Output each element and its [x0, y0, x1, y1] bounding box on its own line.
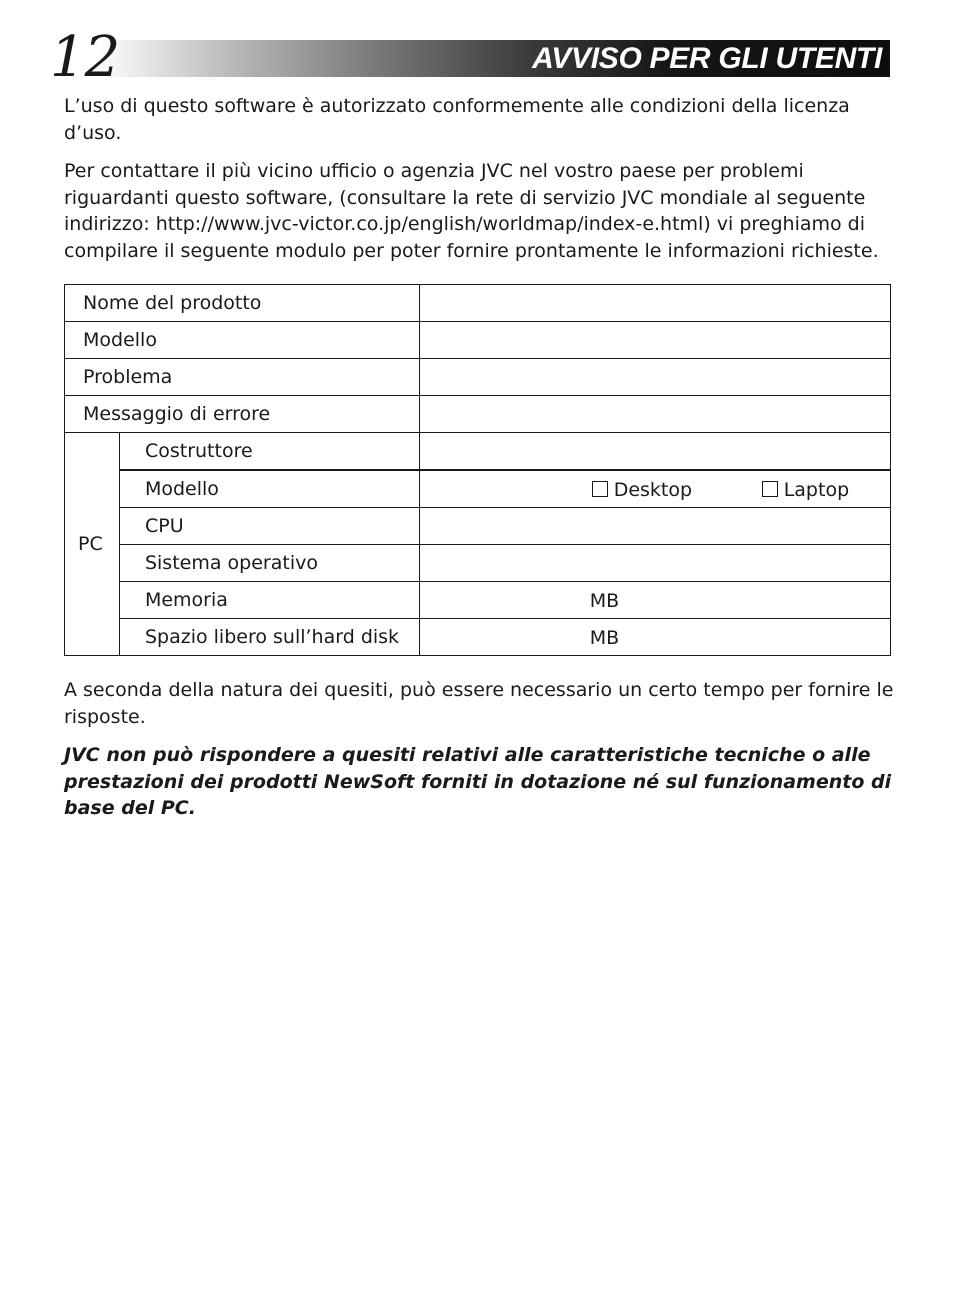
- form-label-error-message: Messaggio di errore: [65, 396, 420, 433]
- form-row: [65, 359, 891, 396]
- section-header-bar: [96, 40, 890, 77]
- memory-field[interactable]: [419, 582, 890, 619]
- disk-space-unit: MB: [589, 627, 620, 649]
- form-row: [65, 470, 891, 508]
- pc-model-field: [419, 470, 890, 508]
- form-label-cpu: CPU: [119, 508, 419, 545]
- response-time-note: A seconda della natura dei quesiti, può essere necessario un certo tempo per fornire le risposte.: [64, 679, 894, 728]
- cpu-field[interactable]: [419, 508, 890, 545]
- section-title: AVVISO PER GLI UTENTI: [532, 42, 882, 75]
- error-message-field[interactable]: [419, 396, 890, 433]
- model-field[interactable]: [419, 322, 890, 359]
- form-label-manufacturer: Costruttore: [119, 433, 419, 471]
- support-request-form: [64, 284, 891, 656]
- disclaimer-paragraph: JVC non può rispondere a quesiti relativi alle caratteristiche tecniche o alle prestazioni dei prodotti NewSoft forniti in dotazione né sul funzionamento di base del PC.: [64, 744, 892, 819]
- page-number: 12: [50, 25, 120, 90]
- memory-unit: MB: [589, 590, 620, 612]
- form-label-product-name: Nome del prodotto: [65, 285, 420, 322]
- form-row: [65, 508, 891, 545]
- desktop-option-label: Desktop: [613, 479, 693, 501]
- product-name-field[interactable]: [419, 285, 890, 322]
- form-row: [65, 396, 891, 433]
- free-disk-space-field[interactable]: [419, 619, 890, 656]
- form-label-operating-system: Sistema operativo: [119, 545, 419, 582]
- laptop-option[interactable]: [762, 479, 849, 501]
- form-row: [65, 545, 891, 582]
- form-row: [65, 285, 891, 322]
- license-paragraph: L’uso di questo software è autorizzato conformemente alle condizioni della licenza d’uso.: [64, 95, 850, 144]
- contact-paragraph: Per contattare il più vicino ufficio o agenzia JVC nel vostro paese per problemi riguardanti questo software, (consultare la rete di servizio JVC mondiale al seguente indirizzo: http://www.jvc-victor.co.jp/english/worldmap/index-e.html) vi preghiamo di compilare il seguente modulo per poter fornire prontamente le informazioni richieste.: [64, 160, 879, 262]
- form-label-problem: Problema: [65, 359, 420, 396]
- form-row: [65, 322, 891, 359]
- manufacturer-field[interactable]: [419, 433, 890, 471]
- problem-field[interactable]: [419, 359, 890, 396]
- laptop-checkbox[interactable]: [762, 481, 778, 497]
- form-row: [65, 433, 891, 471]
- pc-group-label: PC: [65, 433, 120, 656]
- form-label-pc-model: Modello: [119, 470, 419, 508]
- form-row: [65, 582, 891, 619]
- operating-system-field[interactable]: [419, 545, 890, 582]
- laptop-option-label: Laptop: [783, 479, 850, 501]
- form-row: [65, 619, 891, 656]
- form-label-memory: Memoria: [119, 582, 419, 619]
- form-label-model: Modello: [65, 322, 420, 359]
- desktop-checkbox[interactable]: [592, 481, 608, 497]
- form-label-free-disk-space: Spazio libero sull’hard disk: [119, 619, 419, 656]
- desktop-option[interactable]: [592, 479, 692, 501]
